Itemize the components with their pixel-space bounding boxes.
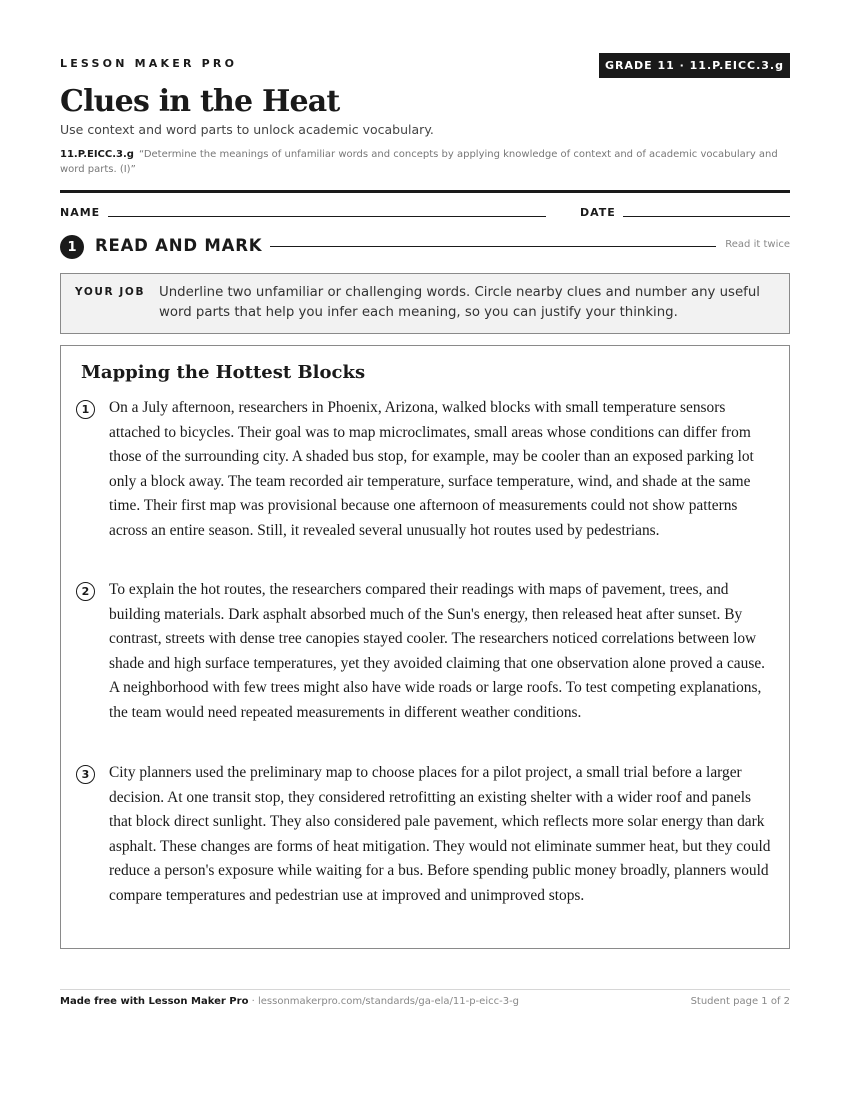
made-with-text: Made free with Lesson Maker Pro: [60, 996, 249, 1007]
paragraph-text: On a July afternoon, researchers in Phoenix, Arizona, walked blocks with small temperature sensors attached to bicycles. Their goal was to map microclimates, small areas whose conditions can differ from those of the surrounding city. A shaded bus stop, for example, may be cooler than an exposed parking lot only a block away. The team recorded air temperature, surface temperature, wind, and shade at the same time. Their first map was provisional because one afternoon of measurements could not show patterns across an entire season. Still, it revealed several unusually hot routes used by pedestrians.: [109, 399, 754, 539]
paragraph-text: To explain the hot routes, the researchers compared their readings with maps of pavement, trees, and building materials. Dark asphalt absorbed much of the Sun's energy, then released heat after sunset. By contrast, streets with dense tree canopies stayed cooler. The researchers noticed correlations between low shade and high surface temperatures, yet they avoided claiming that one observation alone proved a cause. A neighborhood with few trees might also have wide roads or large roofs. To test competing explanations, the team would need repeated measurements in different weather conditions.: [109, 581, 765, 721]
date-label: DATE: [580, 206, 616, 219]
grade-badge: GRADE 11 · 11.P.EICC.3.g: [599, 53, 790, 78]
date-field[interactable]: [623, 216, 790, 217]
paragraph-number: 2: [76, 582, 95, 601]
reading-passage: [60, 345, 790, 949]
standard-description: [60, 147, 795, 177]
footer-url[interactable]: · lessonmakerpro.com/standards/ga-ela/11-p-eicc-3-g: [248, 996, 520, 1007]
instructions-text: Underline two unfamiliar or challenging words. Circle nearby clues and number any useful word parts that help you infer each meaning, so you can justify your thinking.: [159, 285, 760, 320]
worksheet-title: Clues in the Heat: [60, 84, 340, 119]
instructions-label: YOUR JOB: [75, 286, 146, 298]
footer-credit: [60, 996, 519, 1007]
brand-name: LESSON MAKER PRO: [60, 57, 238, 70]
paragraph-number: 1: [76, 400, 95, 419]
name-label: NAME: [60, 206, 101, 219]
section-number-badge: 1: [60, 235, 84, 259]
page-indicator: Student page 1 of 2: [690, 996, 790, 1007]
header-divider: [60, 190, 790, 193]
section-title: READ AND MARK: [95, 236, 263, 255]
read-note: Read it twice: [725, 239, 790, 250]
instructions-box: [60, 273, 790, 334]
passage-title: Mapping the Hottest Blocks: [81, 362, 366, 383]
standard-text: “Determine the meanings of unfamiliar words and concepts by applying knowledge of context and of academic vocabulary and word parts. (I)”: [60, 149, 778, 175]
standard-code: 11.P.EICC.3.g: [60, 149, 134, 160]
footer-divider: [60, 989, 790, 990]
paragraph-number: 3: [76, 765, 95, 784]
name-field[interactable]: [108, 216, 546, 217]
worksheet-subtitle: Use context and word parts to unlock academic vocabulary.: [60, 122, 434, 137]
section-divider: [270, 246, 716, 247]
paragraph-text: City planners used the preliminary map to choose places for a pilot project, a small trial before a larger decision. At one transit stop, they considered retrofitting an existing shelter with a wider roof and panels that block direct sunlight. They also considered pale pavement, which reflects more solar energy than dark asphalt. These changes are forms of heat mitigation. They would not eliminate summer heat, but they could reduce a person's exposure while waiting for a bus. Before spending public money broadly, planners would compare temperatures and pedestrian use at improved and unimproved stops.: [109, 764, 771, 904]
